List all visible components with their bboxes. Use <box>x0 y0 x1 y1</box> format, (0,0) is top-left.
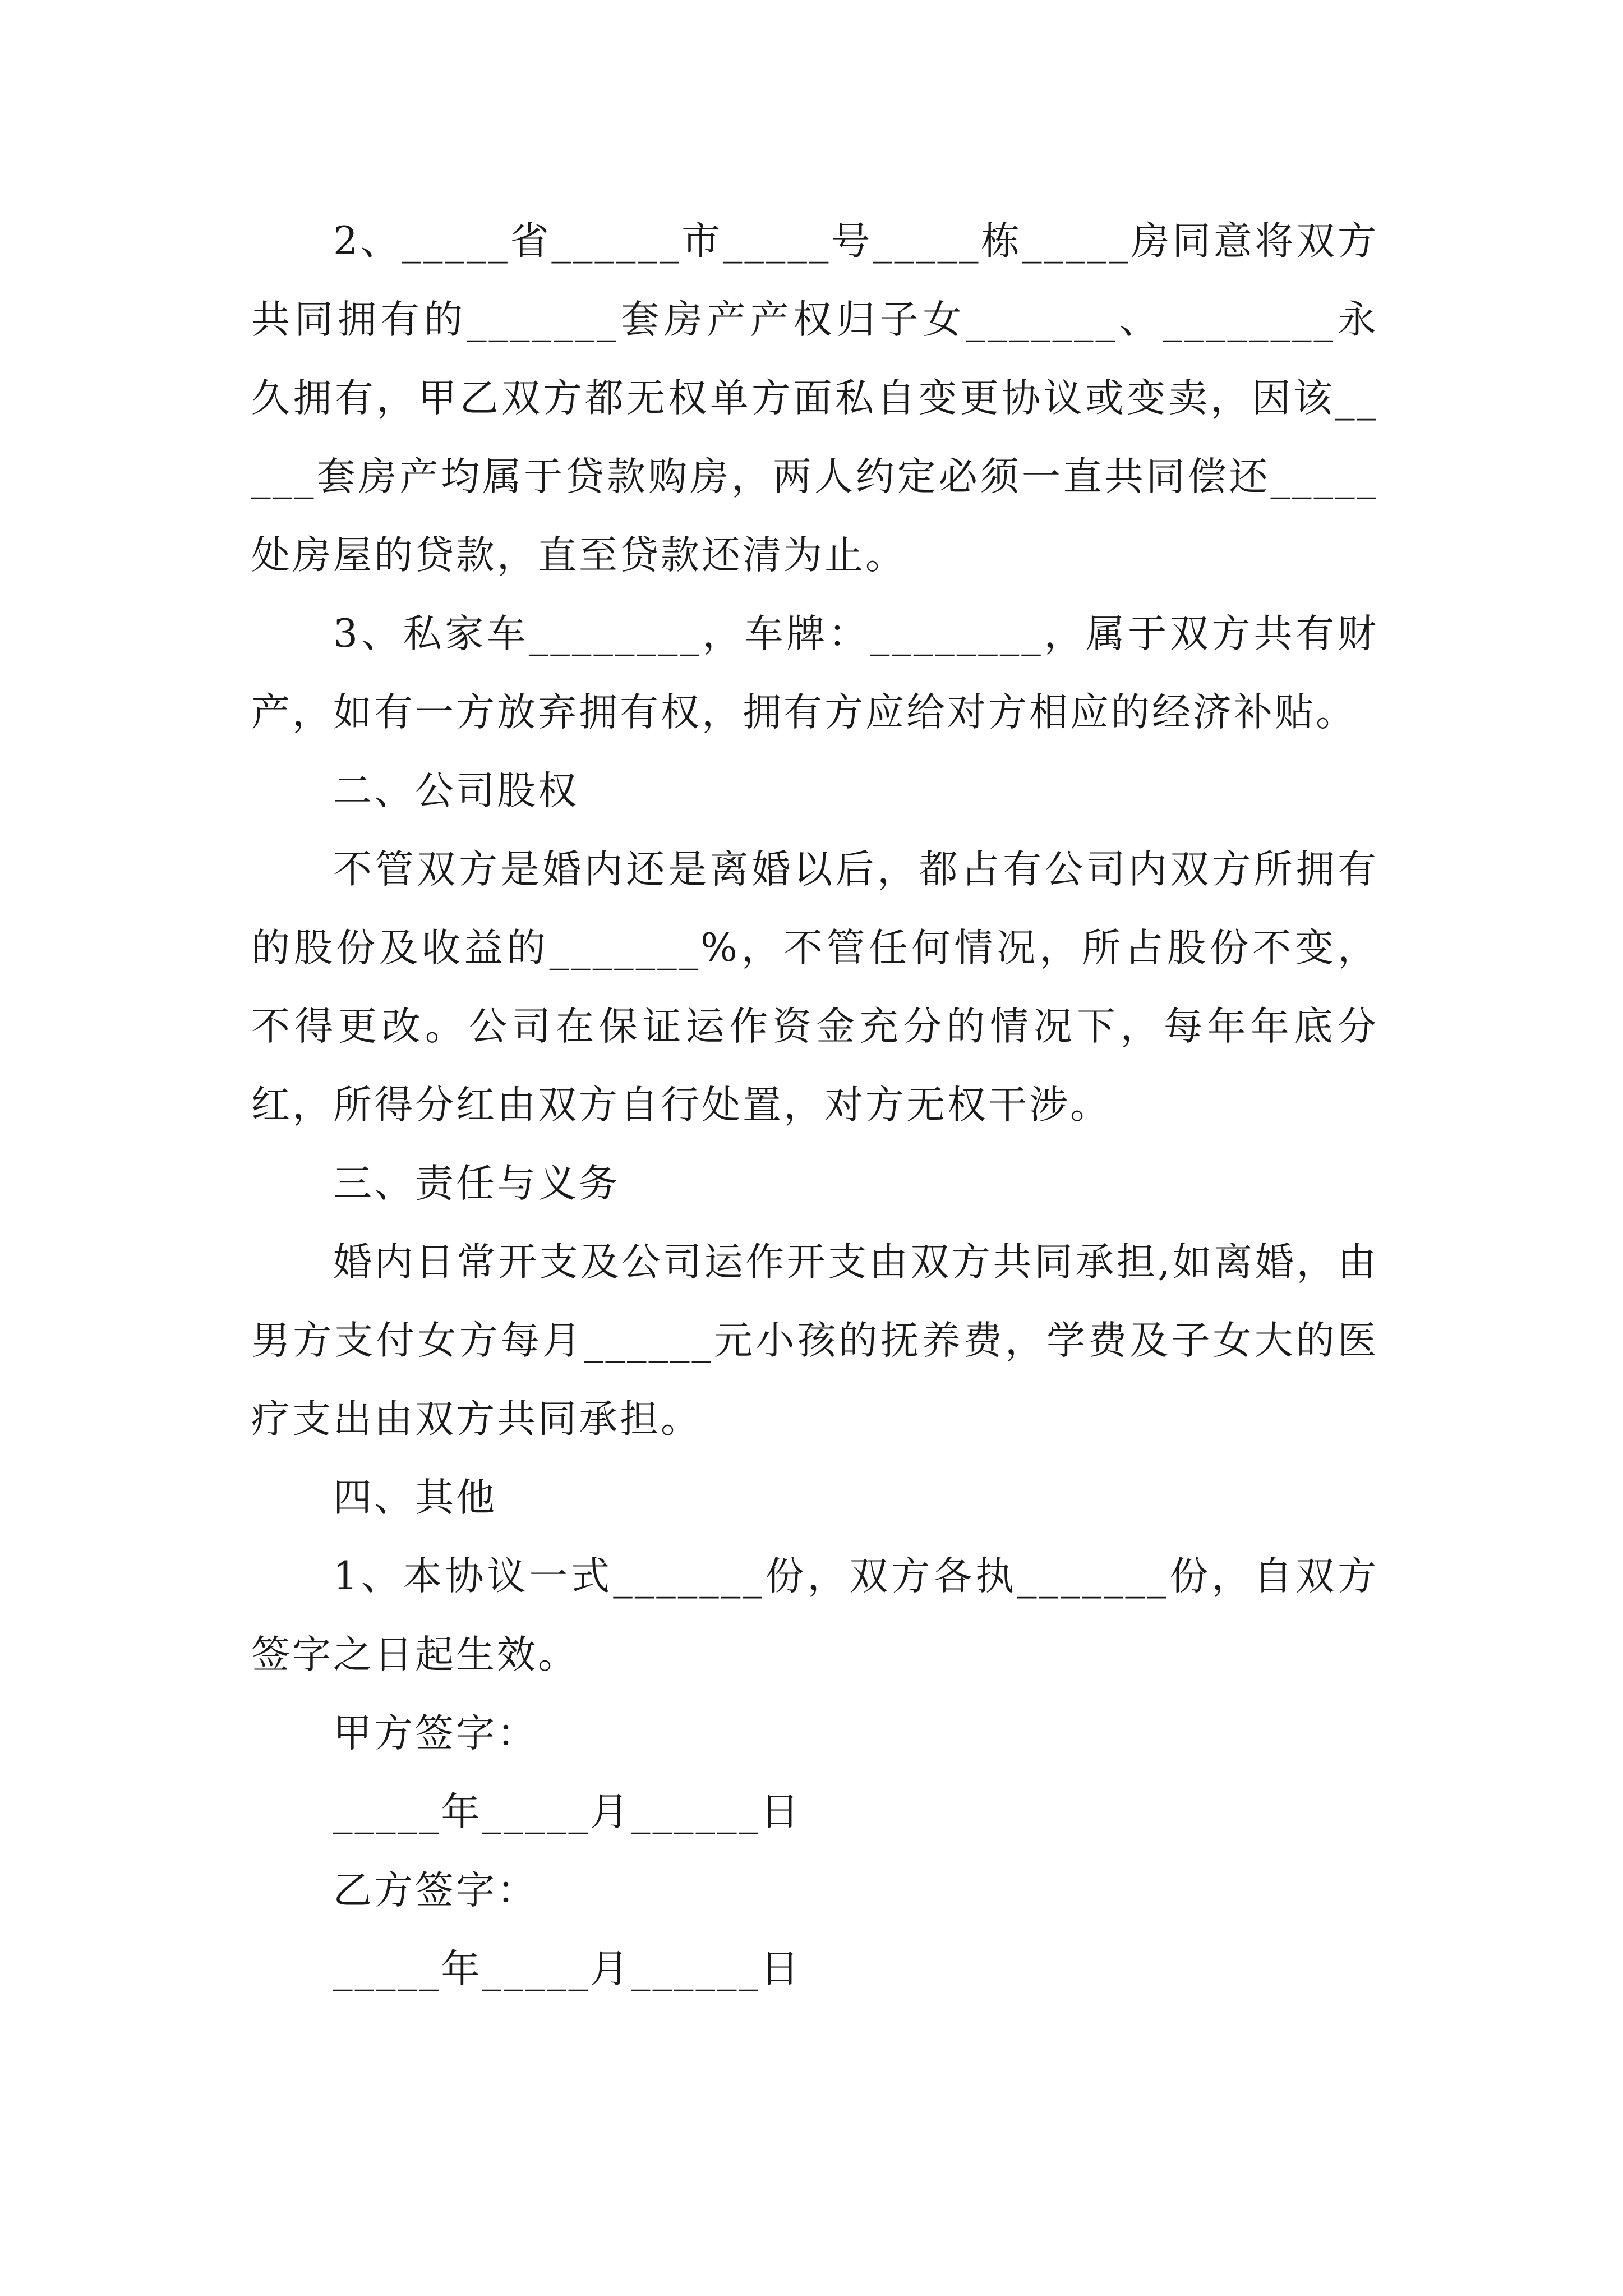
clause-private-car: 3、私家车________，车牌：________，属于双方共有财产，如有一方放弃拥有权，拥有方应给对方相应的经济补贴。 <box>251 611 1378 735</box>
clause-responsibilities: 婚内日常开支及公司运作开支由双方共同承担,如离婚，由男方支付女方每月______元小孩的抚养费，学费及子女大的医疗支出由双方共同承担。 <box>251 1240 1378 1442</box>
clause-copies: 1、本协议一式_______份，双方各执_______份，自双方签字之日起生效。 <box>251 1554 1378 1677</box>
party-b-signature-label: 乙方签字： <box>333 1868 538 1913</box>
party-b-date-line: _____年_____月______日 <box>333 1947 801 1991</box>
party-a-date-line: _____年_____月______日 <box>333 1789 801 1834</box>
section-heading-company-equity: 二、公司股权 <box>333 769 579 813</box>
party-a-signature-label: 甲方签字： <box>333 1711 538 1756</box>
document-body <box>251 202 1378 2008</box>
clause-company-equity: 不管双方是婚内还是离婚以后，都占有公司内双方所拥有的股份及收益的_______%，不管任何情况，所占股份不变，不得更改。公司在保证运作资金充分的情况下，每年年底分红，所得分红由双方自行处置，对方无权干涉。 <box>251 847 1378 1128</box>
clause-property-transfer: 2、_____省______市_____号_____栋_____房同意将双方共同拥有的_______套房产产权归子女_______、________永久拥有，甲乙双方都无权单方面私自变更协议或变卖，因该_____套房产均属于贷款购房，两人约定必须一直共同偿还_____处房屋的贷款，直至贷款还清为止。 <box>251 219 1378 578</box>
section-heading-responsibilities: 三、责任与义务 <box>333 1161 620 1206</box>
section-heading-other: 四、其他 <box>333 1475 497 1520</box>
